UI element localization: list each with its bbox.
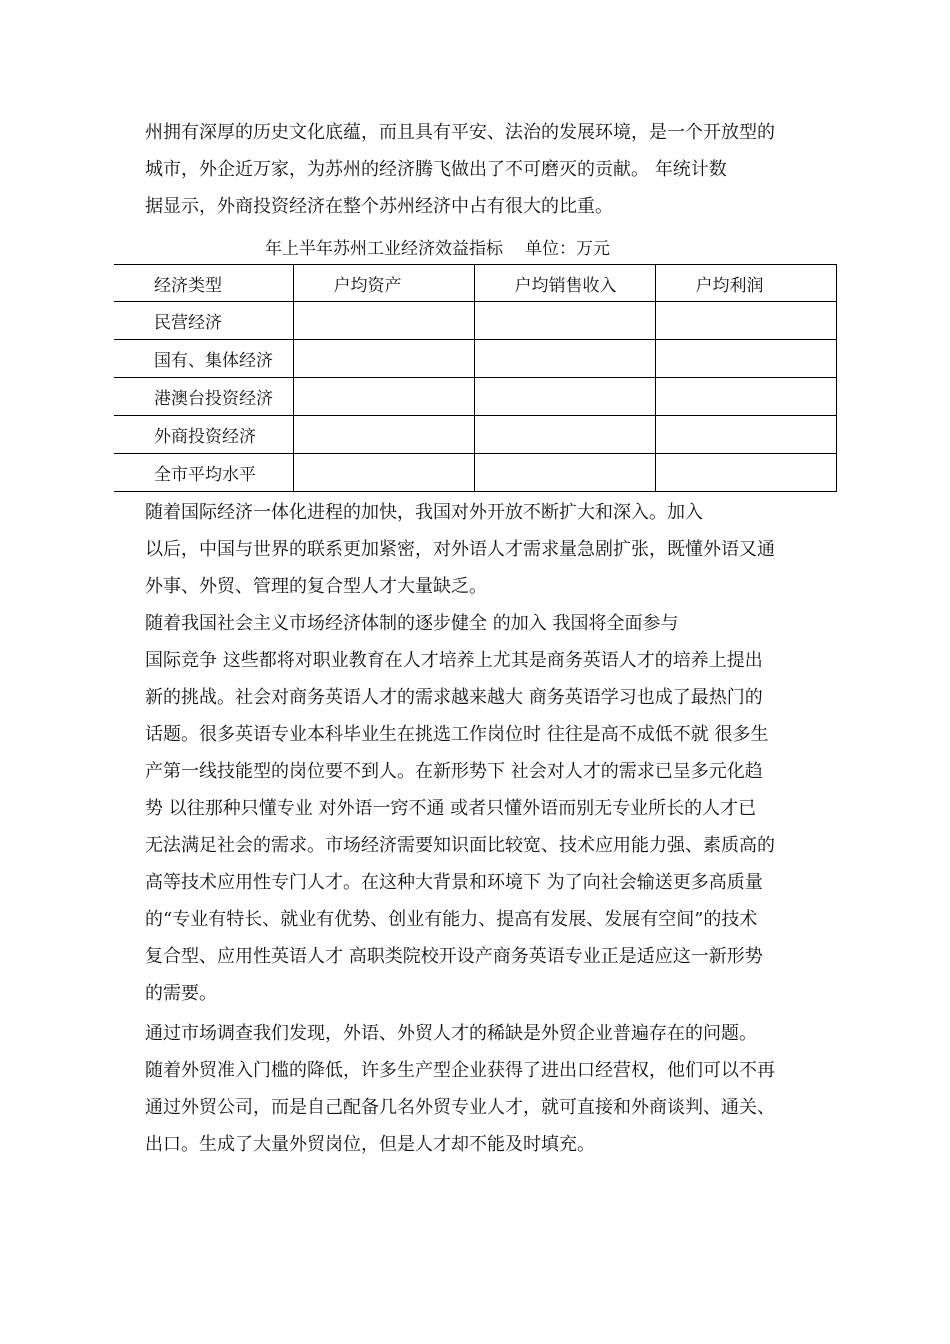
paragraph-2-line: 国际竞争 这些都将对职业教育在人才培养上尤其是商务英语人才的培养上提出 — [145, 650, 763, 671]
economic-indicators-table — [114, 264, 837, 492]
table-cell — [293, 302, 474, 340]
table-row — [114, 416, 836, 454]
header-cell: 户均销售收入 — [474, 265, 655, 302]
table-title: 年上半年苏州工业经济效益指标 — [265, 239, 503, 259]
paragraph-1-line: 随着国际经济一体化进程的加快，我国对外开放不断扩大和深入。加入 — [145, 502, 703, 523]
table-cell — [655, 416, 836, 454]
table-cell — [474, 302, 655, 340]
table-row — [114, 302, 836, 340]
intro-line: 城市，外企近万家，为苏州的经济腾飞做出了不可磨灭的贡献。 年统计数 — [145, 159, 727, 180]
paragraph-2-line: 的“专业有特长、就业有优势、创业有能力、提高有发展、发展有空间”的技术 — [145, 909, 758, 930]
table-cell — [655, 340, 836, 378]
intro-line: 据显示，外商投资经济在整个苏州经济中占有很大的比重。 — [145, 196, 613, 217]
paragraph-2-line: 的需要。 — [145, 983, 217, 1004]
table-cell — [293, 416, 474, 454]
paragraph-3-line: 随着外贸准入门槛的降低，许多生产型企业获得了进出口经营权，他们可以不再 — [145, 1060, 775, 1081]
paragraph-2-line: 随着我国社会主义市场经济体制的逐步健全 的加入 我国将全面参与 — [145, 613, 679, 634]
paragraph-2-line: 新的挑战。社会对商务英语人才的需求越来越大 商务英语学习也成了最热门的 — [145, 687, 763, 708]
table-cell — [474, 454, 655, 492]
table-header-row — [114, 265, 836, 302]
table-cell — [655, 454, 836, 492]
paragraph-1-line: 外事、外贸、管理的复合型人才大量缺乏。 — [145, 576, 487, 597]
paragraph-2-line: 势 以往那种只懂专业 对外语一窍不通 或者只懂外语而别无专业所长的人才已 — [145, 798, 757, 819]
intro-line: 州拥有深厚的历史文化底蕴，而且具有平安、法治的发展环境，是一个开放型的 — [145, 122, 775, 143]
table-unit: 单位：万元 — [525, 239, 610, 259]
paragraph-3-line: 通过市场调查我们发现，外语、外贸人才的稀缺是外贸企业普遍存在的问题。 — [145, 1023, 757, 1044]
table-cell — [474, 378, 655, 416]
table-row — [114, 378, 836, 416]
table-row — [114, 454, 836, 492]
header-cell: 户均利润 — [655, 265, 836, 302]
paragraph-2-line: 话题。很多英语专业本科毕业生在挑选工作岗位时 往往是高不成低不就 很多生 — [145, 724, 769, 745]
paragraph-3-line: 通过外贸公司，而是自己配备几名外贸专业人才，就可直接和外商谈判、通关、 — [145, 1097, 775, 1118]
paragraph-3-line: 出口。生成了大量外贸岗位，但是人才却不能及时填充。 — [145, 1134, 595, 1155]
row-label: 外商投资经济 — [114, 416, 293, 454]
table-cell — [293, 340, 474, 378]
row-label: 港澳台投资经济 — [114, 378, 293, 416]
paragraph-1-line: 以后，中国与世界的联系更加紧密，对外语人才需求量急剧扩张，既懂外语又通 — [145, 539, 775, 560]
table-caption — [265, 234, 610, 259]
table-cell — [655, 302, 836, 340]
paragraph-2-line: 高等技术应用性专门人才。在这种大背景和环境下 为了向社会输送更多高质量 — [145, 872, 763, 893]
row-label: 民营经济 — [114, 302, 293, 340]
table-cell — [293, 454, 474, 492]
row-label: 国有、集体经济 — [114, 340, 293, 378]
paragraph-2-line: 无法满足社会的需求。市场经济需要知识面比较宽、技术应用能力强、素质高的 — [145, 835, 775, 856]
table-row — [114, 340, 836, 378]
paragraph-2-line: 产第一线技能型的岗位要不到人。在新形势下 社会对人才的需求已呈多元化趋 — [145, 761, 763, 782]
paragraph-2-line: 复合型、应用性英语人才 高职类院校开设产商务英语专业正是适应这一新形势 — [145, 946, 763, 967]
header-cell: 户均资产 — [293, 265, 474, 302]
header-cell: 经济类型 — [114, 265, 293, 302]
table-cell — [655, 378, 836, 416]
table-cell — [474, 416, 655, 454]
table-cell — [293, 378, 474, 416]
table-cell — [474, 340, 655, 378]
row-label: 全市平均水平 — [114, 454, 293, 492]
